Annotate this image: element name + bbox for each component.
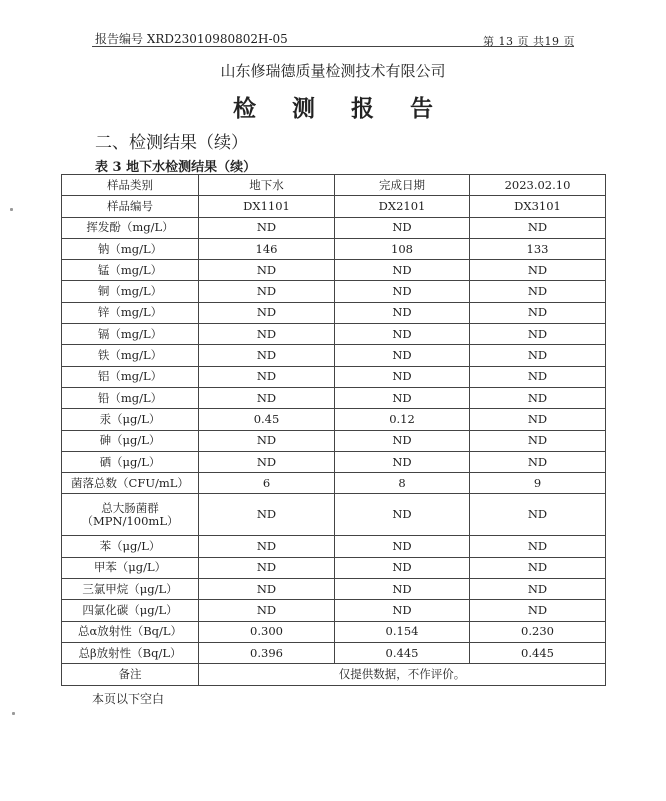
value-cell: ND: [199, 302, 335, 323]
value-cell: ND: [335, 451, 470, 472]
row-label-cell: 砷（μg/L）: [62, 430, 199, 451]
value-cell: ND: [199, 494, 335, 536]
table-row: [62, 557, 606, 578]
value-cell: DX3101: [470, 196, 606, 217]
value-cell: 146: [199, 238, 335, 259]
value-cell: ND: [199, 345, 335, 366]
row-label-cell: 菌落总数（CFU/mL）: [62, 473, 199, 494]
value-cell: DX2101: [335, 196, 470, 217]
value-cell: 2023.02.10: [470, 175, 606, 196]
value-cell: ND: [470, 557, 606, 578]
row-label-cell: 硒（μg/L）: [62, 451, 199, 472]
value-cell: 0.300: [199, 621, 335, 642]
value-cell: ND: [335, 430, 470, 451]
value-cell: ND: [335, 324, 470, 345]
table-row: [62, 238, 606, 259]
remark-label: 备注: [62, 664, 199, 685]
value-cell: 8: [335, 473, 470, 494]
value-cell: ND: [199, 430, 335, 451]
value-cell: ND: [199, 451, 335, 472]
value-cell: ND: [335, 260, 470, 281]
row-label-cell: 锌（mg/L）: [62, 302, 199, 323]
value-cell: ND: [470, 494, 606, 536]
document-title: 检 测 报 告: [232, 95, 448, 122]
table-caption: 表 3 地下水检测结果（续）: [95, 160, 257, 175]
value-cell: ND: [470, 366, 606, 387]
table-row: [62, 366, 606, 387]
table-row: [62, 260, 606, 281]
value-cell: ND: [199, 217, 335, 238]
value-cell: ND: [199, 536, 335, 557]
value-cell: 0.154: [335, 621, 470, 642]
value-cell: 0.396: [199, 642, 335, 663]
value-cell: 地下水: [199, 175, 335, 196]
table-row: [62, 494, 606, 536]
value-cell: 完成日期: [335, 175, 470, 196]
blank-below-note: 本页以下空白: [92, 692, 165, 706]
row-label-cell: 锰（mg/L）: [62, 260, 199, 281]
value-cell: 0.12: [335, 409, 470, 430]
table-header-row: [62, 196, 606, 217]
section-title: 二、检测结果（续）: [95, 133, 248, 153]
row-label-cell: 总α放射性（Bq/L）: [62, 621, 199, 642]
row-label-cell: 挥发酚（mg/L）: [62, 217, 199, 238]
table-row: [62, 302, 606, 323]
value-cell: ND: [199, 579, 335, 600]
report-number: 报告编号 XRD23010980802H-05: [95, 32, 288, 46]
value-cell: ND: [199, 366, 335, 387]
value-cell: ND: [199, 281, 335, 302]
value-cell: ND: [470, 324, 606, 345]
table-row: [62, 430, 606, 451]
row-label-cell: 四氯化碳（μg/L）: [62, 600, 199, 621]
header-divider: [92, 46, 574, 47]
value-cell: ND: [335, 536, 470, 557]
value-cell: ND: [199, 260, 335, 281]
value-cell: 0.45: [199, 409, 335, 430]
table-row: [62, 345, 606, 366]
value-cell: ND: [199, 324, 335, 345]
value-cell: ND: [335, 217, 470, 238]
row-label-cell: 钠（mg/L）: [62, 238, 199, 259]
value-cell: ND: [335, 366, 470, 387]
row-label-cell: 汞（μg/L）: [62, 409, 199, 430]
table-row: [62, 281, 606, 302]
value-cell: DX1101: [199, 196, 335, 217]
row-label-cell: 总β放射性（Bq/L）: [62, 642, 199, 663]
table-row: [62, 536, 606, 557]
row-label-cell: 三氯甲烷（μg/L）: [62, 579, 199, 600]
row-label-cell: 甲苯（μg/L）: [62, 557, 199, 578]
row-label-cell: 样品编号: [62, 196, 199, 217]
value-cell: ND: [335, 387, 470, 408]
row-label-cell: 铜（mg/L）: [62, 281, 199, 302]
value-cell: ND: [470, 536, 606, 557]
table-row: [62, 642, 606, 663]
table-row: [62, 473, 606, 494]
row-label-cell: 样品类别: [62, 175, 199, 196]
page-info: 第 13 页 共19 页: [483, 35, 575, 48]
table-row: [62, 621, 606, 642]
value-cell: 108: [335, 238, 470, 259]
row-label-cell: 铁（mg/L）: [62, 345, 199, 366]
value-cell: ND: [470, 430, 606, 451]
value-cell: 0.445: [335, 642, 470, 663]
value-cell: ND: [335, 494, 470, 536]
company-name: 山东修瑞德质量检测技术有限公司: [220, 62, 446, 80]
value-cell: ND: [199, 387, 335, 408]
value-cell: ND: [470, 451, 606, 472]
value-cell: ND: [470, 409, 606, 430]
table-row: [62, 409, 606, 430]
remark-text: 仅提供数据，不作评价。: [199, 664, 606, 685]
value-cell: ND: [470, 345, 606, 366]
row-label-cell: 总大肠菌群（MPN/100mL）: [62, 494, 199, 536]
scan-speck: [12, 712, 15, 715]
value-cell: ND: [199, 557, 335, 578]
value-cell: ND: [335, 600, 470, 621]
value-cell: 133: [470, 238, 606, 259]
row-label-cell: 镉（mg/L）: [62, 324, 199, 345]
table-row: [62, 387, 606, 408]
value-cell: ND: [470, 387, 606, 408]
value-cell: 0.230: [470, 621, 606, 642]
table-row: [62, 451, 606, 472]
table-row: [62, 600, 606, 621]
value-cell: ND: [470, 281, 606, 302]
value-cell: ND: [335, 579, 470, 600]
row-label-cell: 苯（μg/L）: [62, 536, 199, 557]
value-cell: 6: [199, 473, 335, 494]
scan-speck: [10, 208, 13, 211]
value-cell: 0.445: [470, 642, 606, 663]
results-table: [61, 174, 606, 686]
value-cell: ND: [335, 557, 470, 578]
row-label-cell: 铅（mg/L）: [62, 387, 199, 408]
table-row: [62, 217, 606, 238]
row-label-cell: 铝（mg/L）: [62, 366, 199, 387]
value-cell: ND: [470, 217, 606, 238]
value-cell: ND: [470, 600, 606, 621]
value-cell: ND: [470, 302, 606, 323]
value-cell: ND: [335, 302, 470, 323]
value-cell: ND: [335, 281, 470, 302]
value-cell: ND: [199, 600, 335, 621]
table-row: [62, 579, 606, 600]
value-cell: ND: [470, 260, 606, 281]
table-row: [62, 324, 606, 345]
value-cell: ND: [335, 345, 470, 366]
value-cell: 9: [470, 473, 606, 494]
value-cell: ND: [470, 579, 606, 600]
table-header-row: [62, 175, 606, 196]
remark-row: [62, 664, 606, 685]
